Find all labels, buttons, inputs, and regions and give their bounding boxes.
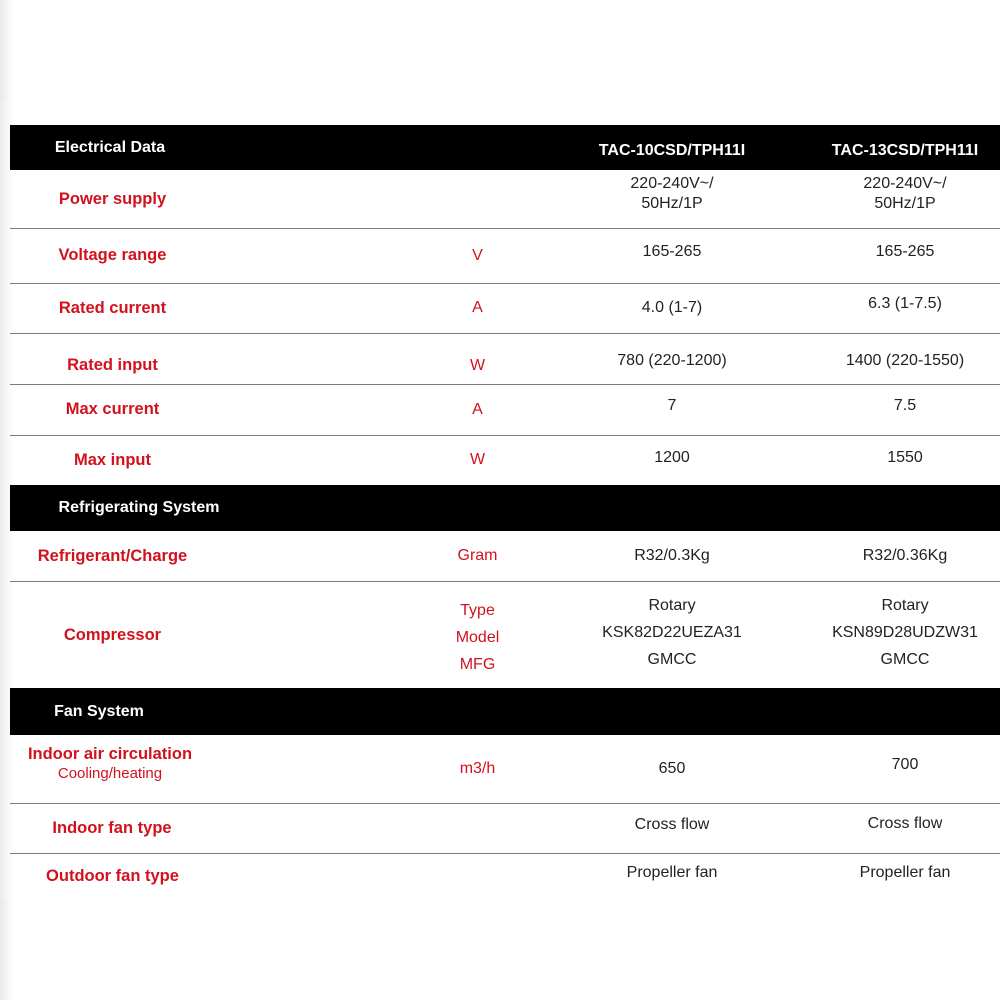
row-unit: A [472, 299, 483, 316]
row-label-sub: Cooling/heating [57, 764, 163, 782]
row-label: Power supply [58, 189, 167, 208]
row-unit: W [469, 451, 486, 468]
row-max-current [10, 384, 1000, 436]
refrigerating-header [10, 485, 1000, 531]
row-rated-input [10, 333, 1000, 385]
model-1-value: 165-265 [642, 242, 702, 260]
model-1-value: Propeller fan [626, 863, 718, 881]
model-2-value: 700 [891, 756, 919, 773]
row-outdoor-fan [10, 853, 1000, 900]
row-rated-current [10, 283, 1000, 334]
model-2-value [810, 170, 1000, 228]
unit-line: Type [460, 601, 495, 619]
row-voltage-range [10, 228, 1000, 284]
model-1-value: 780 (220-1200) [617, 352, 727, 369]
model-2-value: Propeller fan [859, 863, 951, 881]
row-label: Max current [65, 400, 160, 419]
model-2-value: 1400 (220-1550) [845, 352, 965, 369]
model-2-heading: TAC-13CSD/TPH11I [831, 141, 979, 159]
row-label: Outdoor fan type [46, 867, 179, 886]
row-unit: W [469, 356, 486, 374]
section-title-electrical: Electrical Data [54, 138, 166, 156]
row-power-supply [10, 170, 1000, 229]
model-2-value [810, 582, 1000, 688]
row-label: Refrigerant/Charge [37, 546, 188, 565]
model-2-value: 7.5 [893, 396, 917, 414]
row-unit: m3/h [459, 760, 496, 777]
fan-header [10, 688, 1000, 735]
model-2-value: 1550 [887, 449, 923, 466]
value-line: GMCC [647, 650, 697, 668]
value-line: KSN89D28UDZW31 [832, 623, 978, 641]
model-1-value [562, 582, 782, 688]
spec-sheet [0, 100, 1000, 900]
model-2-value: Cross flow [867, 815, 943, 832]
unit-line: MFG [459, 655, 496, 673]
row-indoor-fan [10, 803, 1000, 854]
model-1-heading: TAC-10CSD/TPH11I [598, 141, 746, 159]
model-1-value: Cross flow [634, 816, 710, 833]
electrical-header [10, 125, 1000, 170]
row-label: Compressor [63, 625, 162, 644]
row-refrigerant [10, 531, 1000, 582]
row-compressor [10, 582, 1000, 688]
model-2-value: R32/0.36Kg [862, 547, 948, 564]
row-label: Rated input [67, 356, 158, 375]
value-line: KSK82D22UEZA31 [602, 623, 742, 641]
row-label-main: Indoor air circulation [27, 745, 193, 764]
section-title-refrigerating: Refrigerating System [58, 499, 220, 516]
model-1-value: 1200 [654, 449, 690, 466]
row-label: Rated current [58, 298, 167, 317]
value-line: 220-240V~/ [863, 175, 947, 192]
unit-line: Model [455, 628, 500, 646]
row-unit: Gram [457, 547, 498, 564]
value-line: GMCC [880, 650, 930, 668]
row-label: Max input [74, 450, 151, 469]
value-line: 220-240V~/ [630, 175, 714, 192]
section-title-fan: Fan System [54, 702, 144, 720]
row-unit [410, 582, 545, 688]
value-line: 50Hz/1P [874, 195, 936, 212]
row-label: Voltage range [58, 246, 167, 265]
row-indoor-air [10, 735, 1000, 804]
model-2-value: 6.3 (1-7.5) [868, 295, 942, 312]
row-unit: A [472, 400, 483, 418]
row-max-input [10, 435, 1000, 485]
model-1-value: R32/0.3Kg [634, 547, 710, 564]
value-line: Rotary [881, 596, 929, 614]
row-label: Indoor fan type [52, 818, 172, 837]
row-label [10, 735, 210, 803]
model-1-value: 650 [658, 760, 686, 777]
model-2-value: 165-265 [875, 242, 935, 260]
row-unit: V [472, 246, 483, 264]
model-1-value: 4.0 (1-7) [641, 299, 703, 316]
model-1-value: 7 [667, 396, 677, 414]
model-1-value [562, 170, 782, 228]
value-line: Rotary [648, 596, 696, 614]
value-line: 50Hz/1P [641, 195, 703, 212]
